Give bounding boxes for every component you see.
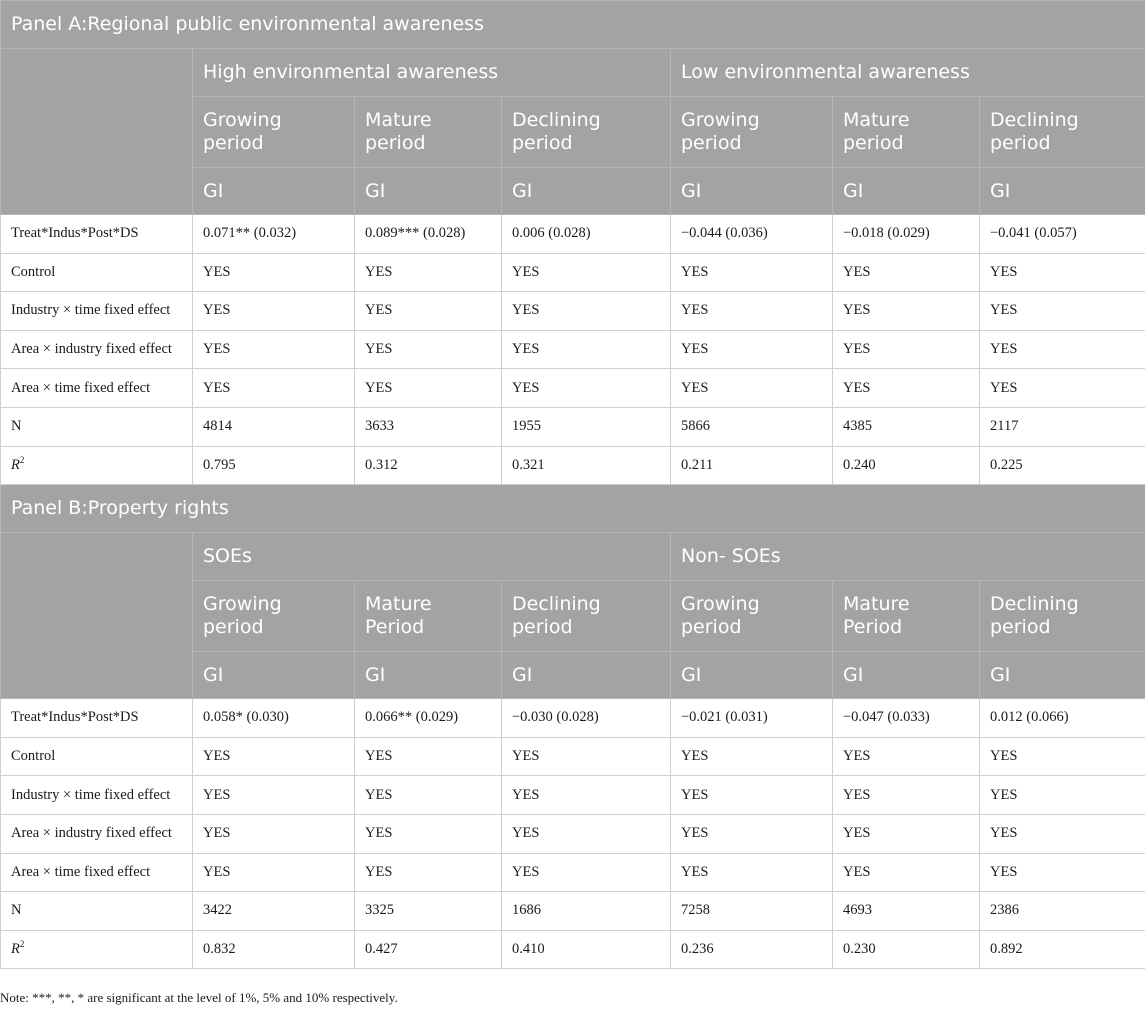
r-squared-superscript: 2 [19,939,25,950]
table-row [1,737,1145,776]
row-label-text: Control [11,263,56,280]
table-cell: 4814 [193,407,355,446]
period-name: Declining [512,109,601,131]
dependent-variable-header: GI [355,168,502,215]
table-cell: YES [833,253,980,292]
row-label [1,215,193,254]
table-row [1,407,1145,446]
period-word: period [512,616,573,639]
dependent-variable-header: GI [193,652,355,699]
table-cell: YES [980,292,1145,331]
table-cell: 0.892 [980,930,1145,969]
table-cell: YES [193,814,355,853]
table-row [1,814,1145,853]
dependent-variable-header: GI [671,652,833,699]
row-label-text: Industry × time fixed effect [11,302,171,319]
panel-title: Panel A:Regional public environmental awareness [1,1,1145,49]
period-word: period [681,616,742,639]
dependent-variable-header: GI [671,168,833,215]
period-name: Declining [990,593,1079,616]
table-cell: YES [671,330,833,369]
dependent-variable-header: GI [833,652,980,699]
period-word: period [990,132,1051,154]
table-cell: YES [833,737,980,776]
panel-title-row [1,485,1145,533]
table-cell: YES [980,737,1145,776]
table-cell: 0.240 [833,446,980,485]
table-row [1,330,1145,369]
row-label-text: R [11,456,20,473]
row-label-text: N [11,418,22,435]
row-label [1,292,193,331]
stub-header-cell [1,49,193,215]
table-cell: −0.030 (0.028) [502,699,671,738]
table-cell: YES [355,253,502,292]
table-cell: 7258 [671,892,833,931]
table-cell: YES [980,369,1145,408]
table-cell: YES [193,292,355,331]
table-cell: 0.427 [355,930,502,969]
table-cell: 0.225 [980,446,1145,485]
table-cell: YES [502,776,671,815]
table-cell: 2386 [980,892,1145,931]
row-label-text: N [11,902,22,919]
table-row [1,699,1145,738]
stub-header-cell [1,533,193,699]
table-row [1,253,1145,292]
table-row [1,292,1145,331]
table-cell: YES [193,330,355,369]
row-label [1,853,193,892]
table-cell: YES [980,814,1145,853]
table-cell: YES [502,292,671,331]
period-name: Mature [365,593,432,616]
table-cell: YES [193,369,355,408]
period-name: Growing [681,593,760,616]
table-cell: −0.018 (0.029) [833,215,980,254]
row-label-text: Area × industry fixed effect [11,341,172,358]
table-cell: 1955 [502,407,671,446]
period-header [980,581,1145,652]
table-cell: YES [502,253,671,292]
dependent-variable-header: GI [980,652,1145,699]
table-cell: 0.230 [833,930,980,969]
r-squared-superscript: 2 [19,455,25,466]
period-name: Declining [990,109,1079,131]
table-cell: 0.211 [671,446,833,485]
period-word: period [203,616,264,639]
table-cell: YES [193,737,355,776]
row-label-text: Industry × time fixed effect [11,786,171,803]
dependent-variable-header: GI [502,168,671,215]
table-row [1,776,1145,815]
period-header [502,97,671,168]
period-word: Period [843,616,903,639]
table-cell: YES [671,814,833,853]
row-label-text: Area × time fixed effect [11,379,151,396]
dependent-variable-header: GI [355,652,502,699]
period-header [833,581,980,652]
period-header [193,581,355,652]
table-note: Note: ***, **, * are significant at the level of 1%, 5% and 10% respectively. [0,990,398,1005]
period-header [355,581,502,652]
table-cell: YES [980,853,1145,892]
table-cell: YES [502,330,671,369]
table-cell: 0.321 [502,446,671,485]
table-row [1,215,1145,254]
dependent-variable-header: GI [193,168,355,215]
group-header: High environmental awareness [193,49,671,97]
table-cell: 0.089*** (0.028) [355,215,502,254]
table-cell: YES [193,253,355,292]
dependent-variable-header: GI [833,168,980,215]
table-cell: 3325 [355,892,502,931]
table-cell: 3422 [193,892,355,931]
table-row [1,369,1145,408]
panel-title: Panel B:Property rights [1,485,1145,533]
table-cell: 0.236 [671,930,833,969]
row-label [1,930,193,969]
dependent-variable-header: GI [980,168,1145,215]
table-cell: YES [193,776,355,815]
row-label-text: Treat*Indus*Post*DS [11,709,139,726]
table-cell: YES [833,853,980,892]
table-cell: −0.041 (0.057) [980,215,1145,254]
row-label [1,330,193,369]
table-row [1,446,1145,485]
row-label [1,253,193,292]
table-cell: YES [980,776,1145,815]
table-row [1,853,1145,892]
row-label-text: R [11,941,20,958]
table-row [1,892,1145,931]
table-cell: YES [502,814,671,853]
table-cell: YES [502,369,671,408]
period-header [193,97,355,168]
table-cell: YES [671,776,833,815]
table-cell: 0.006 (0.028) [502,215,671,254]
row-label-text: Area × time fixed effect [11,863,151,880]
period-word: period [512,132,573,154]
table-cell: 0.795 [193,446,355,485]
period-word: period [990,616,1051,639]
row-label-text: Treat*Indus*Post*DS [11,225,139,242]
table-row [1,930,1145,969]
table-cell: 4385 [833,407,980,446]
period-header [355,97,502,168]
table-cell: 2117 [980,407,1145,446]
period-name: Declining [512,593,601,616]
table-cell: YES [355,776,502,815]
table-cell: YES [980,330,1145,369]
table-cell: 5866 [671,407,833,446]
period-name: Growing [203,593,282,616]
period-name: Growing [203,109,282,131]
panel-title-row [1,1,1145,49]
table-cell: 0.832 [193,930,355,969]
row-label [1,369,193,408]
table-cell: 3633 [355,407,502,446]
row-label [1,407,193,446]
table-cell: YES [671,369,833,408]
period-header [980,97,1145,168]
period-header [833,97,980,168]
table-cell: 0.312 [355,446,502,485]
table-cell: YES [833,330,980,369]
group-header: SOEs [193,533,671,581]
table-cell: 0.066** (0.029) [355,699,502,738]
table-cell: YES [502,853,671,892]
period-word: period [681,132,742,154]
row-label-text: Control [11,748,56,765]
period-name: Mature [365,109,432,131]
table-cell: −0.021 (0.031) [671,699,833,738]
row-label [1,737,193,776]
period-name: Mature [843,109,910,131]
table-cell: YES [355,292,502,331]
table-cell: YES [355,853,502,892]
row-label [1,892,193,931]
table-cell: YES [502,737,671,776]
table-cell: 0.012 (0.066) [980,699,1145,738]
table-cell: YES [671,853,833,892]
row-label [1,776,193,815]
table-cell: YES [833,292,980,331]
group-header-row [1,49,1145,97]
table-cell: YES [980,253,1145,292]
table-cell: YES [355,814,502,853]
row-label [1,814,193,853]
table-cell: 1686 [502,892,671,931]
table-cell: 0.058* (0.030) [193,699,355,738]
period-header [671,581,833,652]
table-cell: −0.047 (0.033) [833,699,980,738]
period-header [671,97,833,168]
table-cell: 0.071** (0.032) [193,215,355,254]
period-word: Period [365,616,425,639]
group-header-row [1,533,1145,581]
period-header [502,581,671,652]
period-name: Mature [843,593,910,616]
table-cell: YES [355,737,502,776]
period-name: Growing [681,109,760,131]
row-label-text: Area × industry fixed effect [11,825,172,842]
table-cell: YES [355,369,502,408]
dependent-variable-header: GI [502,652,671,699]
table-cell: YES [833,814,980,853]
table-cell: YES [671,737,833,776]
row-label [1,446,193,485]
period-word: period [365,132,426,154]
period-word: period [843,132,904,154]
table-cell: 0.410 [502,930,671,969]
group-header: Non- SOEs [671,533,1145,581]
table-cell: 4693 [833,892,980,931]
table-cell: YES [671,253,833,292]
table-cell: YES [355,330,502,369]
table-cell: −0.044 (0.036) [671,215,833,254]
table-cell: YES [193,853,355,892]
table-cell: YES [671,292,833,331]
row-label [1,699,193,738]
period-word: period [203,132,264,154]
table-cell: YES [833,369,980,408]
table-cell: YES [833,776,980,815]
group-header: Low environmental awareness [671,49,1145,97]
